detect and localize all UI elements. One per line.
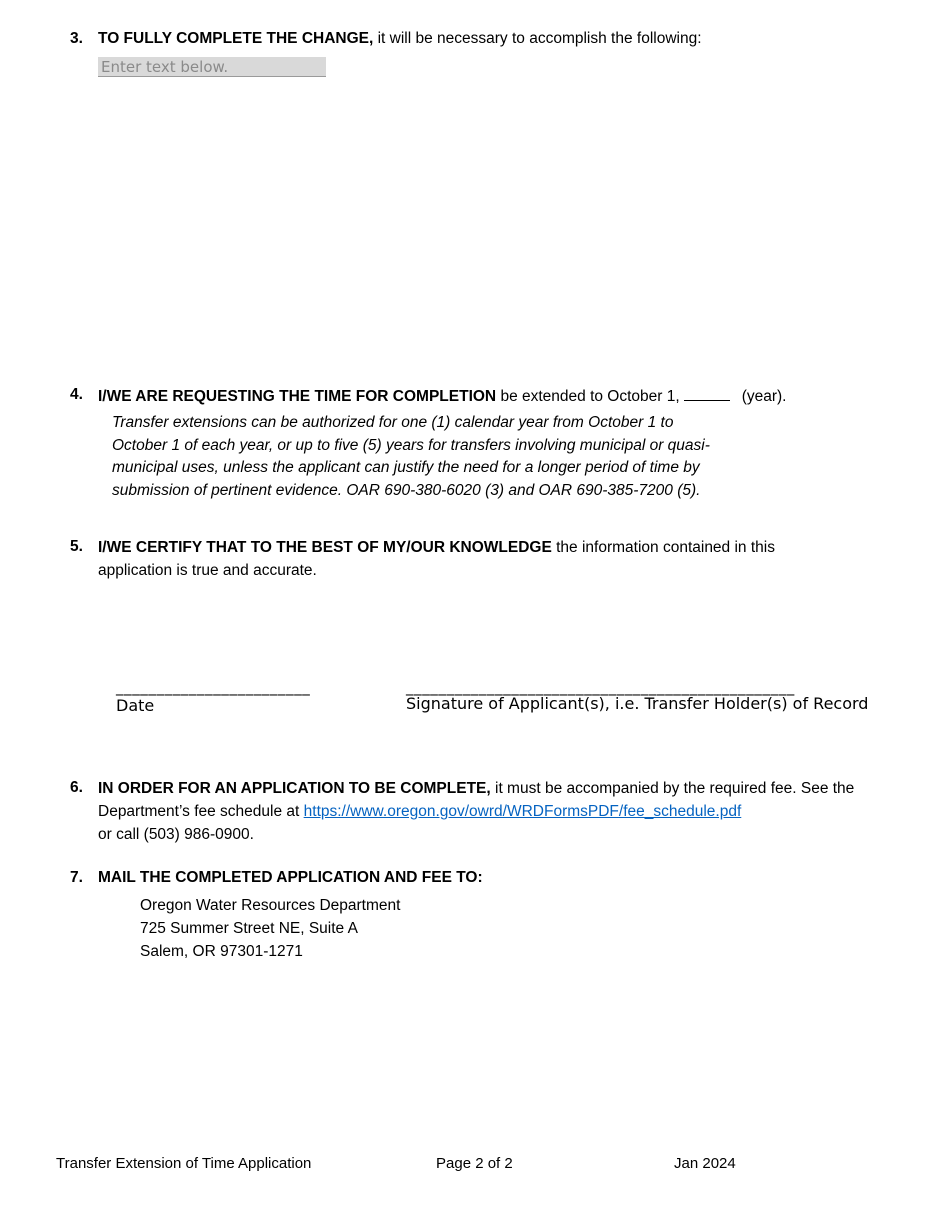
address-line: Salem, OR 97301-1271 xyxy=(140,943,303,960)
item-4-body: be extended to October 1, xyxy=(496,388,680,405)
note-line: municipal uses, unless the applicant can justify the need for a longer period of time by xyxy=(112,459,700,477)
item-6-line2: Department’s fee schedule at xyxy=(98,803,304,820)
item-3-text xyxy=(98,30,702,48)
fee-schedule-link[interactable]: https://www.oregon.gov/owrd/WRDFormsPDF/fee_schedule.pdf xyxy=(303,803,742,820)
item-5-heading: I/WE CERTIFY THAT TO THE BEST OF MY/OUR KNOWLEDGE xyxy=(98,539,552,556)
item-4-text xyxy=(98,386,786,406)
note-line: Transfer extensions can be authorized for one (1) calendar year from October 1 to xyxy=(112,414,674,431)
item-3-number: 3. xyxy=(70,30,83,47)
address-line: 725 Summer Street NE, Suite A xyxy=(140,920,358,937)
year-input[interactable] xyxy=(684,386,730,401)
item-4-number: 4. xyxy=(70,386,83,403)
item-6-body: it must be accompanied by the required fee. See the xyxy=(490,780,855,797)
year-label: (year). xyxy=(741,388,787,405)
item-4-heading: I/WE ARE REQUESTING THE TIME FOR COMPLETION xyxy=(98,388,497,405)
note-line: submission of pertinent evidence. OAR 690-380-6020 (3) and OAR 690-385-7200 (5). xyxy=(112,481,701,499)
completion-tasks-input[interactable]: Enter text below. xyxy=(98,57,326,77)
item-5-line2: application is true and accurate. xyxy=(98,562,317,579)
footer-page: Page 2 of 2 xyxy=(436,1155,513,1172)
item-7-number: 7. xyxy=(70,869,83,886)
item-4-note xyxy=(112,412,710,502)
footer-date: Jan 2024 xyxy=(674,1155,736,1172)
item-5-number: 5. xyxy=(70,538,83,555)
date-label: Date xyxy=(116,696,155,715)
address-line: Oregon Water Resources Department xyxy=(140,897,401,914)
signature-label: Signature of Applicant(s), i.e. Transfer Holder(s) of Record xyxy=(406,694,869,713)
item-3-heading: TO FULLY COMPLETE THE CHANGE, xyxy=(98,30,374,47)
item-6-line3: or call (503) 986-0900. xyxy=(98,826,254,843)
item-5-body: the information contained in this xyxy=(551,539,775,556)
note-line: October 1 of each year, or up to five (5) years for transfers involving municipal or quasi- xyxy=(112,436,710,454)
item-7-heading xyxy=(98,869,483,887)
item-3-body: it will be necessary to accomplish the following: xyxy=(373,30,702,47)
item-7-heading-text: MAIL THE COMPLETED APPLICATION AND FEE TO: xyxy=(98,869,483,886)
date-line[interactable]: ________________________ xyxy=(116,678,311,696)
mailing-address xyxy=(140,894,400,963)
footer-title: Transfer Extension of Time Application xyxy=(56,1155,312,1172)
item-6-text xyxy=(98,777,854,846)
signature-line[interactable]: ________________________________________________ xyxy=(406,678,795,696)
item-6-number: 6. xyxy=(70,779,83,796)
item-6-heading: IN ORDER FOR AN APPLICATION TO BE COMPLETE, xyxy=(98,780,491,797)
item-5-text xyxy=(98,536,775,582)
